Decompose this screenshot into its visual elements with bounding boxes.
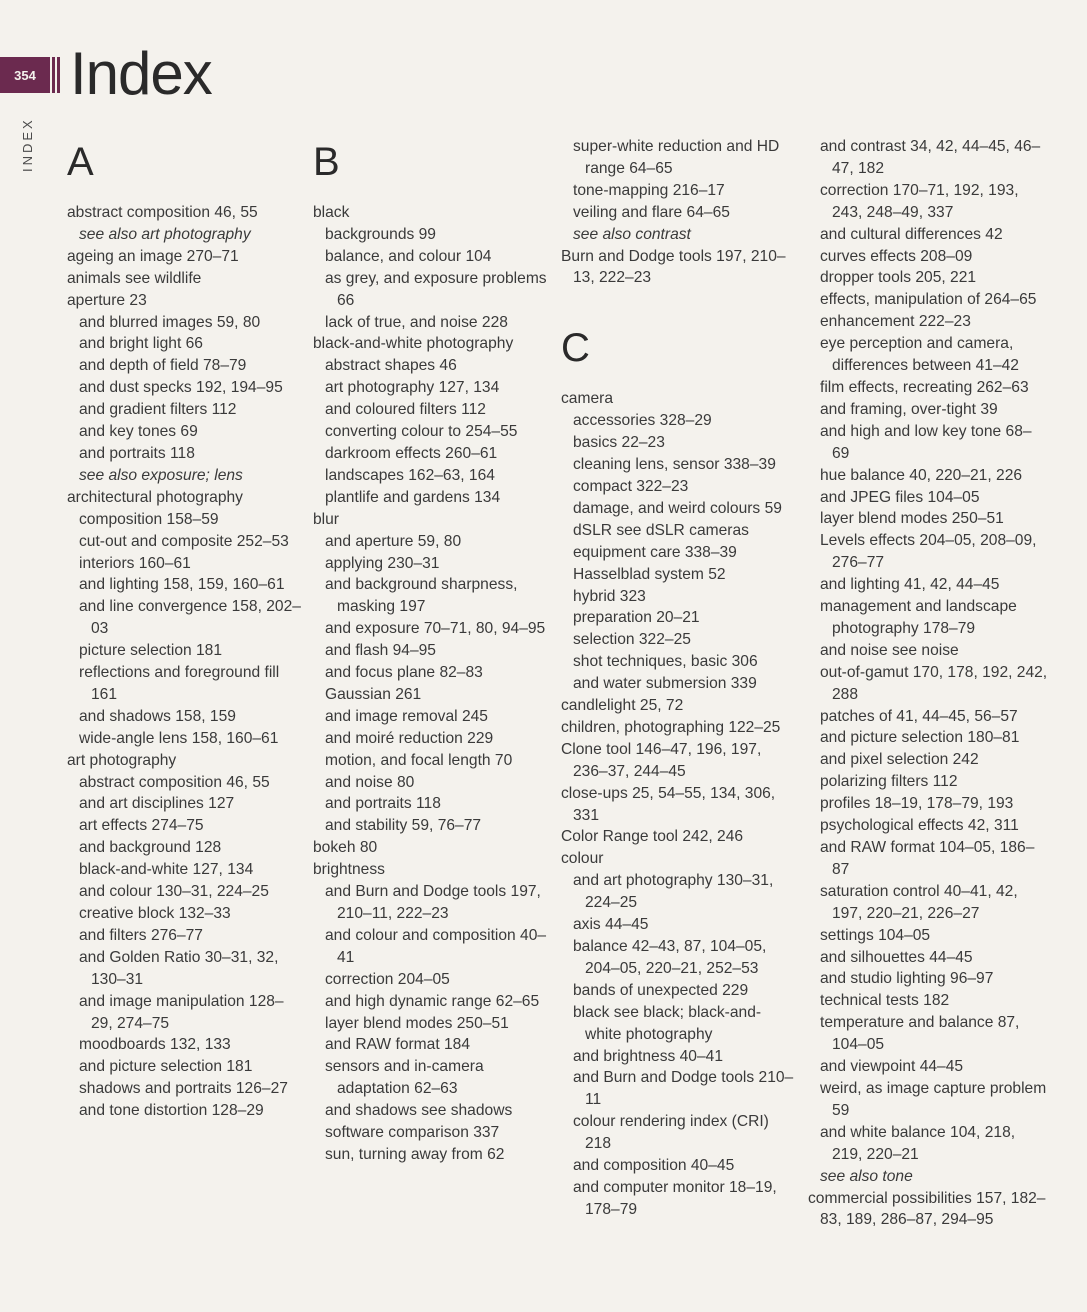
index-entry: ageing an image 270–71 xyxy=(67,247,239,265)
index-entry: hybrid 323 xyxy=(573,587,646,605)
index-entry: enhancement 222–23 xyxy=(820,313,971,331)
index-entry: polarizing filters 112 xyxy=(820,773,958,791)
index-entry: animals see wildlife xyxy=(67,269,202,287)
index-entry: sun, turning away from 62 xyxy=(325,1145,505,1163)
index-entry: aperture 23 xyxy=(67,291,147,309)
index-entry: and pixel selection 242 xyxy=(820,751,979,769)
index-column-2 xyxy=(313,140,549,1166)
index-entry: software comparison 337 xyxy=(325,1124,500,1142)
index-entry: dSLR see dSLR cameras xyxy=(573,521,749,539)
index-entry: and studio lighting 96–97 xyxy=(820,970,994,988)
index-entry: dropper tools 205, 221 xyxy=(820,269,977,287)
index-entry: and image removal 245 xyxy=(325,707,488,725)
index-entry: and key tones 69 xyxy=(79,423,198,441)
entry-list xyxy=(313,202,549,1166)
index-entry: and shadows see shadows xyxy=(325,1102,513,1120)
index-entry: wide-angle lens 158, 160–61 xyxy=(79,729,279,747)
index-entry: and dust specks 192, 194–95 xyxy=(79,379,283,397)
index-entry: colour xyxy=(561,850,604,868)
index-entry: and picture selection 180–81 xyxy=(820,729,1020,747)
index-entry: tone-mapping 216–17 xyxy=(573,181,725,199)
index-entry: balance, and colour 104 xyxy=(325,247,492,265)
index-entry: art photography 127, 134 xyxy=(325,379,500,397)
index-entry: converting colour to 254–55 xyxy=(325,423,518,441)
index-entry: effects, manipulation of 264–65 xyxy=(820,291,1037,309)
page-title: Index xyxy=(70,40,212,107)
index-column-1 xyxy=(67,140,303,1122)
index-entry: and lighting 41, 42, 44–45 xyxy=(820,576,1000,594)
index-entry: and line convergence 158, 202–03 xyxy=(79,598,301,638)
section-letter: C xyxy=(561,326,590,371)
index-entry: as grey, and exposure problems 66 xyxy=(325,269,547,309)
index-entry: Levels effects 204–05, 208–09, 276–77 xyxy=(820,532,1037,572)
index-entry: eye perception and camera, differences between 41–42 xyxy=(820,335,1019,375)
page-number: 354 xyxy=(14,67,36,83)
badge-bars-icon xyxy=(52,57,62,93)
index-entry: and Burn and Dodge tools 210–11 xyxy=(573,1069,794,1109)
index-entry: and art photography 130–31, 224–25 xyxy=(573,872,774,912)
index-entry: and portraits 118 xyxy=(325,795,441,813)
section-letter: A xyxy=(67,140,94,184)
index-entry: selection 322–25 xyxy=(573,631,691,649)
index-entry: and tone distortion 128–29 xyxy=(79,1102,264,1120)
index-entry: out-of-gamut 170, 178, 192, 242, 288 xyxy=(820,663,1048,703)
index-entry: profiles 18–19, 178–79, 193 xyxy=(820,795,1014,813)
index-entry: weird, as image capture problem 59 xyxy=(820,1079,1047,1119)
index-entry: and viewpoint 44–45 xyxy=(820,1058,964,1076)
index-entry: black-and-white 127, 134 xyxy=(79,861,254,879)
index-entry: creative block 132–33 xyxy=(79,905,231,922)
index-entry: and RAW format 184 xyxy=(325,1036,471,1054)
index-entry: film effects, recreating 262–63 xyxy=(820,378,1029,396)
index-entry: and brightness 40–41 xyxy=(573,1047,723,1065)
index-entry: and colour 130–31, 224–25 xyxy=(79,883,269,901)
index-entry: axis 44–45 xyxy=(573,916,649,934)
index-entry: art photography xyxy=(67,751,177,769)
index-entry: black xyxy=(313,204,350,221)
index-entry: veiling and flare 64–65 xyxy=(573,203,730,221)
index-entry: and picture selection 181 xyxy=(79,1058,253,1076)
index-entry: reflections and foreground fill 161 xyxy=(79,664,280,703)
index-entry: and colour and composition 40–41 xyxy=(325,926,547,966)
index-entry: and white balance 104, 218, 219, 220–21 xyxy=(820,1123,1016,1163)
index-entry: temperature and balance 87, 104–05 xyxy=(820,1014,1020,1054)
index-entry: technical tests 182 xyxy=(820,992,950,1010)
index-entry: and RAW format 104–05, 186–87 xyxy=(820,839,1035,878)
index-entry: darkroom effects 260–61 xyxy=(325,444,498,462)
index-entry: cut-out and composite 252–53 xyxy=(79,532,289,550)
index-entry: blur xyxy=(313,510,340,528)
index-entry: layer blend modes 250–51 xyxy=(820,510,1004,528)
index-entry: plantlife and gardens 134 xyxy=(325,488,501,506)
index-entry: correction 204–05 xyxy=(325,970,450,988)
index-entry: and contrast 34, 42, 44–45, 46–47, 182 xyxy=(820,138,1041,177)
index-entry: commercial possibilities 157, 182–83, 189, 286–87, 294–95 xyxy=(808,1189,1046,1229)
index-entry: and computer monitor 18–19, 178–79 xyxy=(573,1178,777,1218)
index-entry: and Golden Ratio 30–31, 32, 130–31 xyxy=(79,948,279,988)
index-entry: candlelight 25, 72 xyxy=(561,697,684,715)
index-entry: and water submersion 339 xyxy=(573,675,757,693)
index-entry: and silhouettes 44–45 xyxy=(820,948,973,966)
index-entry: Color Range tool 242, 246 xyxy=(561,828,744,846)
index-entry: management and landscape photography 178–79 xyxy=(820,598,1017,637)
index-entry: cleaning lens, sensor 338–39 xyxy=(573,456,776,474)
index-entry: see also art photography xyxy=(79,225,251,243)
index-entry: art effects 274–75 xyxy=(79,817,204,835)
index-entry: and cultural differences 42 xyxy=(820,225,1003,243)
index-column-4 xyxy=(808,136,1048,1231)
index-entry: settings 104–05 xyxy=(820,926,931,944)
index-entry: and high and low key tone 68–69 xyxy=(820,422,1032,462)
index-entry: super-white reduction and HD range 64–65 xyxy=(573,138,780,177)
index-entry: psychological effects 42, 311 xyxy=(820,817,1019,835)
index-entry: correction 170–71, 192, 193, 243, 248–49, 337 xyxy=(820,181,1019,221)
section-letter: B xyxy=(313,140,340,184)
index-entry: brightness xyxy=(313,861,385,879)
index-entry: Hasselblad system 52 xyxy=(573,565,726,583)
index-entry: lack of true, and noise 228 xyxy=(325,313,508,331)
entry-list xyxy=(67,202,303,1122)
index-entry: and coloured filters 112 xyxy=(325,401,486,419)
index-entry: preparation 20–21 xyxy=(573,609,700,627)
index-entry: balance 42–43, 87, 104–05, 204–05, 220–21, 252–53 xyxy=(573,938,767,977)
index-entry: and noise 80 xyxy=(325,773,415,791)
index-entry: composition 158–59 xyxy=(79,510,219,528)
index-entry: and moiré reduction 229 xyxy=(325,729,494,747)
index-entry: backgrounds 99 xyxy=(325,225,436,243)
index-entry: and portraits 118 xyxy=(79,444,195,462)
index-entry: and aperture 59, 80 xyxy=(325,532,462,550)
index-entry: moodboards 132, 133 xyxy=(79,1036,231,1054)
index-entry: architectural photography xyxy=(67,488,243,506)
index-entry: bokeh 80 xyxy=(313,839,378,857)
entry-list xyxy=(561,388,797,1220)
index-entry: close-ups 25, 54–55, 134, 306, 331 xyxy=(561,784,776,824)
index-entry: saturation control 40–41, 42, 197, 220–21, 226–27 xyxy=(820,882,1018,922)
index-entry: shadows and portraits 126–27 xyxy=(79,1080,288,1098)
index-entry: and high dynamic range 62–65 xyxy=(325,992,540,1010)
index-entry: and Burn and Dodge tools 197, 210–11, 222–23 xyxy=(325,883,541,922)
index-entry: colour rendering index (CRI) 218 xyxy=(573,1113,769,1153)
index-entry: Clone tool 146–47, 196, 197, 236–37, 244–45 xyxy=(561,740,762,780)
index-entry: and image manipulation 128–29, 274–75 xyxy=(79,992,284,1032)
index-entry: see also contrast xyxy=(573,225,691,243)
index-entry: and depth of field 78–79 xyxy=(79,357,247,375)
index-entry: and background 128 xyxy=(79,839,222,857)
index-entry: and framing, over-tight 39 xyxy=(820,400,998,418)
index-entry: and background sharpness, masking 197 xyxy=(325,576,518,616)
index-entry: applying 230–31 xyxy=(325,554,440,572)
index-entry: Burn and Dodge tools 197, 210–13, 222–23 xyxy=(561,247,786,287)
index-entry: and exposure 70–71, 80, 94–95 xyxy=(325,620,546,638)
index-entry: compact 322–23 xyxy=(573,477,689,495)
index-entry: bands of unexpected 229 xyxy=(573,981,749,999)
index-entry: and lighting 158, 159, 160–61 xyxy=(79,576,285,594)
index-entry: and flash 94–95 xyxy=(325,642,436,660)
index-column-3 xyxy=(561,136,797,1221)
index-entry: black see black; black-and-white photography xyxy=(573,1003,762,1043)
index-entry: abstract composition 46, 55 xyxy=(67,204,258,221)
index-entry: and filters 276–77 xyxy=(79,926,203,944)
index-entry: sensors and in-camera adaptation 62–63 xyxy=(325,1058,484,1098)
entry-list xyxy=(808,136,1048,1231)
index-entry: black-and-white photography xyxy=(313,335,514,353)
index-entry: and JPEG files 104–05 xyxy=(820,488,980,506)
index-entry: see also tone xyxy=(820,1167,913,1185)
index-entry: and art disciplines 127 xyxy=(79,795,235,813)
index-entry: damage, and weird colours 59 xyxy=(573,499,782,517)
index-entry: abstract shapes 46 xyxy=(325,357,457,375)
index-entry: motion, and focal length 70 xyxy=(325,751,513,769)
index-entry: and bright light 66 xyxy=(79,335,203,353)
index-entry: see also exposure; lens xyxy=(79,466,243,484)
index-entry: and composition 40–45 xyxy=(573,1157,735,1175)
index-entry: accessories 328–29 xyxy=(573,412,712,430)
index-entry: and blurred images 59, 80 xyxy=(79,313,261,331)
index-entry: equipment care 338–39 xyxy=(573,543,737,561)
index-entry: curves effects 208–09 xyxy=(820,247,973,265)
index-entry: picture selection 181 xyxy=(79,642,223,660)
index-entry: and shadows 158, 159 xyxy=(79,707,236,725)
index-entry: layer blend modes 250–51 xyxy=(325,1014,509,1032)
index-entry: interiors 160–61 xyxy=(79,554,191,572)
index-entry: patches of 41, 44–45, 56–57 xyxy=(820,707,1018,725)
index-entry: hue balance 40, 220–21, 226 xyxy=(820,466,1023,484)
index-entry: basics 22–23 xyxy=(573,434,665,452)
index-entry: and focus plane 82–83 xyxy=(325,664,483,682)
index-entry: abstract composition 46, 55 xyxy=(79,773,270,791)
index-entry: and gradient filters 112 xyxy=(79,401,237,419)
entry-list-continued xyxy=(561,136,797,289)
side-section-label: INDEX xyxy=(20,117,35,172)
index-entry: landscapes 162–63, 164 xyxy=(325,466,495,484)
index-entry: shot techniques, basic 306 xyxy=(573,653,758,671)
page-number-badge xyxy=(0,57,50,93)
index-entry: and stability 59, 76–77 xyxy=(325,817,482,835)
index-entry: children, photographing 122–25 xyxy=(561,718,781,736)
index-entry: Gaussian 261 xyxy=(325,685,422,703)
index-entry: and noise see noise xyxy=(820,641,959,659)
index-entry: camera xyxy=(561,390,613,408)
